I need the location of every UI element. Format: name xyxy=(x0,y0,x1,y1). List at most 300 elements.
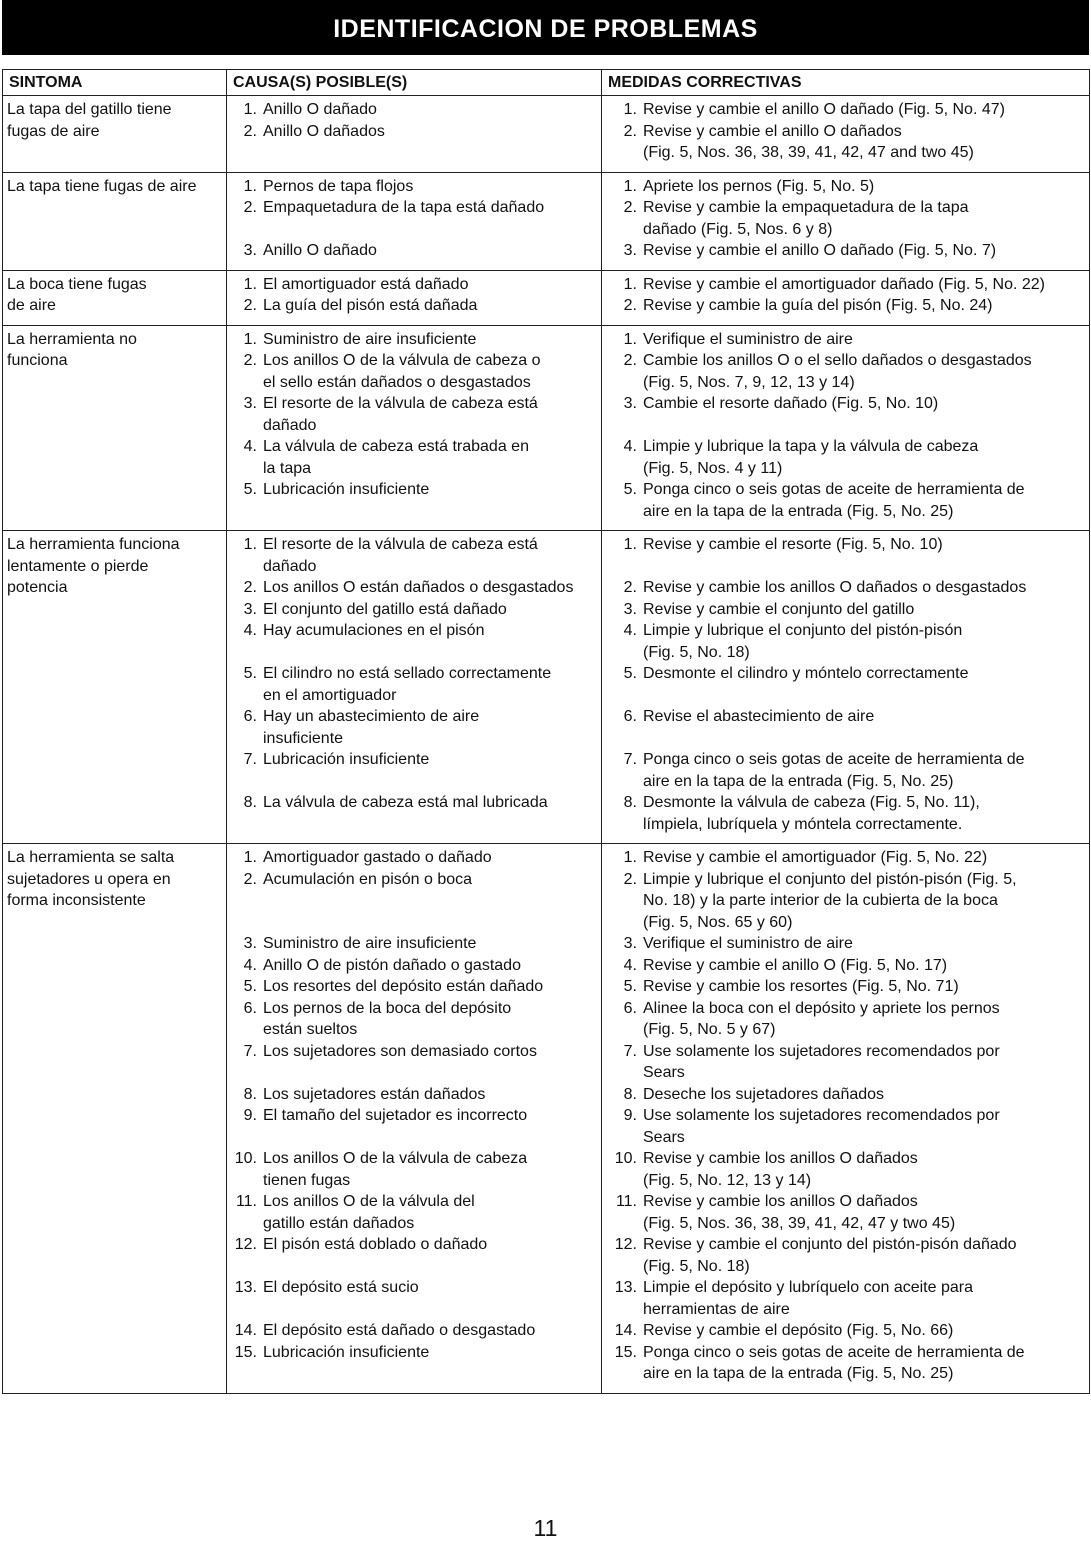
cause-line: El resorte de la válvula de cabeza está xyxy=(263,536,538,553)
cause-item xyxy=(227,1234,601,1277)
measure-item xyxy=(602,847,1089,869)
cause-cell xyxy=(227,531,602,844)
cause-line: Los anillos O están dañados o desgastados xyxy=(263,579,574,596)
cause-item xyxy=(227,295,601,317)
measure-item xyxy=(602,706,1089,749)
cause-line xyxy=(263,912,601,934)
measure-item xyxy=(602,197,1089,240)
table-row xyxy=(3,531,1090,844)
measure-line: Cambie los anillos O o el sello dañados o desgastados xyxy=(643,352,1032,369)
cause-item xyxy=(227,869,601,934)
measure-line: Revise y cambie los resortes (Fig. 5, No. 71) xyxy=(643,978,959,995)
measure-number: 2. xyxy=(623,122,637,140)
symptom-line: La herramienta no xyxy=(7,330,137,348)
measure-cell xyxy=(602,172,1090,270)
measure-number: 4. xyxy=(623,622,637,639)
table-header-row xyxy=(3,70,1090,96)
measure-line: Ponga cinco o seis gotas de aceite de herramienta de xyxy=(643,751,1025,768)
measure-line: herramientas de aire xyxy=(643,1300,790,1318)
measure-text xyxy=(643,577,1089,599)
measure-line: (Fig. 5, Nos. 7, 9, 12, 13 y 14) xyxy=(643,373,855,391)
symptom-line: La herramienta funciona xyxy=(7,536,180,553)
table-row xyxy=(3,172,1090,270)
measure-number: 3. xyxy=(623,935,637,952)
measure-line xyxy=(643,728,1089,750)
measure-item xyxy=(602,976,1089,998)
cause-line: El depósito está sucio xyxy=(263,1279,419,1296)
cause-number: 2. xyxy=(243,870,257,888)
measure-text xyxy=(643,329,1089,351)
measure-text xyxy=(643,1277,1089,1320)
cause-number: 3. xyxy=(243,600,257,618)
cause-text xyxy=(263,121,601,143)
measure-line: Revise y cambie el conjunto del gatillo xyxy=(643,600,915,618)
measure-item xyxy=(602,1234,1089,1277)
cause-line: Lubricación insuficiente xyxy=(263,1343,430,1361)
table-row xyxy=(3,844,1090,1394)
cause-text xyxy=(263,976,601,998)
cause-text xyxy=(263,847,601,869)
cause-number: 10. xyxy=(234,1150,257,1167)
cause-item xyxy=(227,274,601,296)
measure-number: 8. xyxy=(623,794,637,811)
measure-number: 8. xyxy=(623,1085,637,1103)
measure-number: 4. xyxy=(623,956,637,974)
cause-item xyxy=(227,1277,601,1320)
cause-line: insuficiente xyxy=(263,729,344,747)
cause-line: Amortiguador gastado o dañado xyxy=(263,849,492,866)
measure-number: 5. xyxy=(623,665,637,682)
cause-text xyxy=(263,577,601,599)
measure-line: Sears xyxy=(643,1128,685,1146)
measure-item xyxy=(602,577,1089,599)
cause-text xyxy=(263,436,601,479)
cause-item xyxy=(227,1084,601,1106)
cause-item xyxy=(227,1191,601,1234)
measure-item xyxy=(602,295,1089,317)
measure-line: dañado (Fig. 5, Nos. 6 y 8) xyxy=(643,220,833,238)
cause-number: 2. xyxy=(243,199,257,216)
cause-cell xyxy=(227,844,602,1394)
measure-number: 15. xyxy=(614,1343,637,1361)
cause-text xyxy=(263,998,601,1041)
cause-number: 13. xyxy=(234,1279,257,1296)
measure-number: 6. xyxy=(623,708,637,725)
measure-number: 3. xyxy=(623,395,637,412)
measure-line: Limpie y lubrique la tapa y la válvula de cabeza xyxy=(643,438,979,455)
measure-cell xyxy=(602,844,1090,1394)
cause-line: Pernos de tapa flojos xyxy=(263,177,414,195)
cause-line xyxy=(263,814,601,836)
cause-item xyxy=(227,749,601,792)
symptom-cell xyxy=(3,96,227,173)
measure-text xyxy=(643,479,1089,522)
measure-item xyxy=(602,534,1089,577)
symptom-line: de aire xyxy=(7,297,56,314)
measure-item xyxy=(602,1342,1089,1385)
cause-line xyxy=(263,501,601,523)
measure-number: 1. xyxy=(623,849,637,866)
measure-item xyxy=(602,620,1089,663)
measure-line: Revise y cambie el anillo O dañado (Fig. 5, No. 47) xyxy=(643,101,1005,118)
measure-text xyxy=(643,99,1089,121)
measure-line: No. 18) y la parte interior de la cubierta de la boca xyxy=(643,892,998,909)
measure-line: Revise y cambie el resorte (Fig. 5, No. 10) xyxy=(643,536,943,553)
page-number: 11 xyxy=(533,1515,558,1541)
measure-line: límpiela, lubríquela y móntela correctamente. xyxy=(643,815,963,833)
measure-text xyxy=(643,869,1089,934)
header-symptom: SINTOMA xyxy=(3,70,227,96)
symptom-line: funciona xyxy=(7,352,68,369)
cause-item xyxy=(227,329,601,351)
cause-item xyxy=(227,350,601,393)
measure-line: Revise y cambie los anillos O dañados xyxy=(643,1150,918,1167)
cause-number: 1. xyxy=(243,101,257,118)
measure-item xyxy=(602,1320,1089,1342)
cause-line: La válvula de cabeza está trabada en xyxy=(263,438,529,455)
measure-line: aire en la tapa de la entrada (Fig. 5, No. 25) xyxy=(643,1365,954,1382)
measure-text xyxy=(643,534,1089,577)
measure-line: Ponga cinco o seis gotas de aceite de herramienta de xyxy=(643,1343,1025,1361)
cause-line: Hay acumulaciones en el pisón xyxy=(263,622,485,639)
measure-text xyxy=(643,121,1089,164)
measure-number: 3. xyxy=(623,242,637,259)
measure-text xyxy=(643,706,1089,749)
cause-text xyxy=(263,274,601,296)
cause-item xyxy=(227,1320,601,1342)
cause-line: La válvula de cabeza está mal lubricada xyxy=(263,794,548,811)
cause-cell xyxy=(227,325,602,531)
cause-item xyxy=(227,998,601,1041)
measure-line: Limpie el depósito y lubríquelo con aceite para xyxy=(643,1279,973,1296)
cause-item xyxy=(227,933,601,955)
symptom-line: lentamente o pierde xyxy=(7,557,149,575)
troubleshooting-table xyxy=(2,69,1090,1394)
cause-number: 12. xyxy=(234,1236,257,1253)
measure-line: (Fig. 5, No. 18) xyxy=(643,643,750,661)
measure-line: Revise y cambie el conjunto del pistón-pisón dañado xyxy=(643,1236,1017,1253)
measure-number: 12. xyxy=(614,1236,637,1253)
measure-number: 13. xyxy=(614,1279,637,1296)
cause-text xyxy=(263,350,601,393)
cause-line: Los sujetadores son demasiado cortos xyxy=(263,1042,537,1060)
cause-line: Anillo O dañados xyxy=(263,122,385,140)
cause-number: 5. xyxy=(243,665,257,682)
cause-line: El amortiguador está dañado xyxy=(263,275,469,293)
cause-line xyxy=(263,1299,601,1321)
cause-line: Los anillos O de la válvula del xyxy=(263,1193,475,1210)
cause-number: 1. xyxy=(243,849,257,866)
cause-item xyxy=(227,534,601,577)
symptom-line: sujetadores u opera en xyxy=(7,870,171,888)
cause-item xyxy=(227,577,601,599)
measure-line: Alinee la boca con el depósito y apriete los pernos xyxy=(643,999,1000,1017)
measure-line: Verifique el suministro de aire xyxy=(643,935,853,952)
cause-text xyxy=(263,955,601,977)
cause-text xyxy=(263,749,601,792)
measure-line: (Fig. 5, No. 5 y 67) xyxy=(643,1021,776,1038)
measure-line: (Fig. 5, No. 12, 13 y 14) xyxy=(643,1171,812,1189)
measure-cell xyxy=(602,325,1090,531)
measure-number: 6. xyxy=(623,999,637,1017)
cause-number: 11. xyxy=(235,1193,257,1210)
cause-number: 3. xyxy=(243,242,257,259)
cause-number: 2. xyxy=(243,122,257,140)
measure-line xyxy=(643,415,1089,437)
measure-number: 2. xyxy=(623,297,637,314)
measure-line: (Fig. 5, Nos. 36, 38, 39, 41, 42, 47 y two 45) xyxy=(643,1214,956,1232)
cause-text xyxy=(263,663,601,706)
measure-item xyxy=(602,1148,1089,1191)
measure-number: 4. xyxy=(623,438,637,455)
measure-text xyxy=(643,955,1089,977)
measure-item xyxy=(602,663,1089,706)
measure-number: 2. xyxy=(623,870,637,888)
cause-line xyxy=(263,1256,601,1278)
cause-line xyxy=(263,771,601,793)
measure-line: (Fig. 5, No. 18) xyxy=(643,1257,750,1275)
cause-line: dañado xyxy=(263,416,317,434)
measure-line: Revise y cambie el anillo O dañado (Fig. 5, No. 7) xyxy=(643,242,997,259)
header-measure: MEDIDAS CORRECTIVAS xyxy=(602,70,1090,96)
measure-cell xyxy=(602,96,1090,173)
measure-line: Verifique el suministro de aire xyxy=(643,330,853,348)
measure-line: Desmonte el cilindro y móntelo correctamente xyxy=(643,665,969,682)
measure-line: (Fig. 5, Nos. 65 y 60) xyxy=(643,913,793,931)
cause-text xyxy=(263,1148,601,1191)
cause-item xyxy=(227,706,601,749)
cause-item xyxy=(227,240,601,262)
measure-line: aire en la tapa de la entrada (Fig. 5, No. 25) xyxy=(643,502,954,520)
cause-line: dañado xyxy=(263,557,317,575)
symptom-line: fugas de aire xyxy=(7,122,100,140)
symptom-line: La boca tiene fugas xyxy=(7,275,147,293)
cause-item xyxy=(227,663,601,706)
measure-text xyxy=(643,847,1089,869)
cause-text xyxy=(263,933,601,955)
cause-text xyxy=(263,176,601,198)
cause-text xyxy=(263,620,601,663)
symptom-cell xyxy=(3,270,227,325)
measure-item xyxy=(602,1084,1089,1106)
cause-number: 6. xyxy=(243,999,257,1017)
cause-cell xyxy=(227,270,602,325)
measure-number: 2. xyxy=(623,199,637,216)
cause-line: Anillo O de pistón dañado o gastado xyxy=(263,956,521,974)
measure-text xyxy=(643,393,1089,436)
measure-line: Cambie el resorte dañado (Fig. 5, No. 10) xyxy=(643,395,939,412)
cause-item xyxy=(227,197,601,240)
measure-text xyxy=(643,436,1089,479)
cause-item xyxy=(227,479,601,522)
symptom-cell xyxy=(3,844,227,1394)
measure-text xyxy=(643,1191,1089,1234)
page-title: IDENTIFICACION DE PROBLEMAS xyxy=(2,0,1089,55)
cause-line: Los anillos O de la válvula de cabeza xyxy=(263,1150,528,1167)
symptom-line: forma inconsistente xyxy=(7,892,146,909)
symptom-cell xyxy=(3,172,227,270)
cause-number: 9. xyxy=(243,1107,257,1124)
measure-number: 1. xyxy=(623,330,637,348)
cause-line: Los pernos de la boca del depósito xyxy=(263,999,512,1017)
measure-number: 1. xyxy=(623,275,637,293)
cause-text xyxy=(263,1320,601,1342)
measure-text xyxy=(643,240,1089,262)
measure-item xyxy=(602,436,1089,479)
measure-number: 2. xyxy=(623,352,637,369)
measure-line xyxy=(643,556,1089,578)
measure-text xyxy=(643,933,1089,955)
cause-text xyxy=(263,197,601,240)
measure-item xyxy=(602,329,1089,351)
cause-number: 15. xyxy=(234,1343,257,1361)
measure-number: 7. xyxy=(623,751,637,768)
cause-number: 7. xyxy=(243,751,257,768)
measure-line: Revise el abastecimiento de aire xyxy=(643,708,875,725)
symptom-cell xyxy=(3,325,227,531)
measure-line: Apriete los pernos (Fig. 5, No. 5) xyxy=(643,177,875,195)
measure-number: 1. xyxy=(623,177,637,195)
cause-number: 2. xyxy=(243,579,257,596)
cause-line: Los resortes del depósito están dañado xyxy=(263,978,544,995)
cause-item xyxy=(227,393,601,436)
cause-line: Anillo O dañado xyxy=(263,101,377,118)
measure-text xyxy=(643,749,1089,792)
cause-number: 1. xyxy=(243,177,257,195)
measure-text xyxy=(643,599,1089,621)
measure-line: Use solamente los sujetadores recomendados por xyxy=(643,1107,1000,1124)
cause-item xyxy=(227,620,601,663)
measure-line: (Fig. 5, Nos. 36, 38, 39, 41, 42, 47 and two 45) xyxy=(643,144,974,161)
cause-number: 8. xyxy=(243,794,257,811)
cause-text xyxy=(263,329,601,351)
cause-item xyxy=(227,436,601,479)
measure-text xyxy=(643,1342,1089,1385)
cause-text xyxy=(263,534,601,577)
cause-text xyxy=(263,240,601,262)
measure-number: 9. xyxy=(623,1107,637,1124)
measure-line: Revise y cambie el depósito (Fig. 5, No. 66) xyxy=(643,1322,954,1339)
cause-text xyxy=(263,1342,601,1385)
measure-item xyxy=(602,393,1089,436)
measure-number: 1. xyxy=(623,536,637,553)
measure-cell xyxy=(602,531,1090,844)
measure-number: 14. xyxy=(614,1322,637,1339)
cause-number: 4. xyxy=(243,622,257,639)
cause-number: 1. xyxy=(243,275,257,293)
cause-number: 1. xyxy=(243,536,257,553)
cause-cell xyxy=(227,172,602,270)
measure-line: aire en la tapa de la entrada (Fig. 5, No. 25) xyxy=(643,772,954,790)
cause-text xyxy=(263,1105,601,1148)
measure-item xyxy=(602,1041,1089,1084)
measure-item xyxy=(602,869,1089,934)
header-cause: CAUSA(S) POSIBLE(S) xyxy=(227,70,602,96)
measure-item xyxy=(602,240,1089,262)
measure-text xyxy=(643,1320,1089,1342)
measure-text xyxy=(643,620,1089,663)
cause-line: Lubricación insuficiente xyxy=(263,481,430,498)
measure-item xyxy=(602,599,1089,621)
cause-text xyxy=(263,479,601,522)
measure-item xyxy=(602,749,1089,792)
cause-number: 8. xyxy=(243,1085,257,1103)
cause-line: la tapa xyxy=(263,459,312,477)
symptom-cell xyxy=(3,531,227,844)
cause-line: Lubricación insuficiente xyxy=(263,751,430,768)
measure-item xyxy=(602,99,1089,121)
symptom-line: potencia xyxy=(7,579,68,596)
measure-item xyxy=(602,176,1089,198)
measure-item xyxy=(602,121,1089,164)
cause-text xyxy=(263,1084,601,1106)
symptom-line: La herramienta se salta xyxy=(7,849,175,866)
cause-cell xyxy=(227,96,602,173)
measure-number: 10. xyxy=(614,1150,637,1167)
table-row xyxy=(3,96,1090,173)
cause-item xyxy=(227,1342,601,1385)
measure-line: Use solamente los sujetadores recomendados por xyxy=(643,1042,1000,1060)
measure-number: 1. xyxy=(623,101,637,118)
measure-item xyxy=(602,1191,1089,1234)
measure-line: Deseche los sujetadores dañados xyxy=(643,1085,885,1103)
cause-item xyxy=(227,1105,601,1148)
cause-line: gatillo están dañados xyxy=(263,1214,415,1232)
cause-text xyxy=(263,393,601,436)
cause-item xyxy=(227,99,601,121)
measure-text xyxy=(643,998,1089,1041)
measure-line: Ponga cinco o seis gotas de aceite de herramienta de xyxy=(643,481,1025,498)
cause-item xyxy=(227,176,601,198)
cause-line: Los anillos O de la válvula de cabeza o xyxy=(263,352,541,369)
measure-text xyxy=(643,976,1089,998)
cause-line: El tamaño del sujetador es incorrecto xyxy=(263,1107,528,1124)
measure-text xyxy=(643,197,1089,240)
cause-text xyxy=(263,792,601,835)
measure-line: Revise y cambie los anillos O dañados xyxy=(643,1193,918,1210)
cause-number: 14. xyxy=(234,1322,257,1339)
cause-item xyxy=(227,976,601,998)
measure-line: Revise y cambie los anillos O dañados o desgastados xyxy=(643,579,1027,596)
cause-line xyxy=(263,642,601,664)
cause-text xyxy=(263,599,601,621)
cause-number: 7. xyxy=(243,1042,257,1060)
measure-text xyxy=(643,1041,1089,1084)
measure-item xyxy=(602,792,1089,835)
cause-item xyxy=(227,1041,601,1084)
measure-text xyxy=(643,1084,1089,1106)
cause-item xyxy=(227,847,601,869)
cause-item xyxy=(227,1148,601,1191)
cause-line: Empaquetadura de la tapa está dañado xyxy=(263,199,545,216)
cause-text xyxy=(263,1191,601,1234)
cause-line: El resorte de la válvula de cabeza está xyxy=(263,395,538,412)
measure-number: 5. xyxy=(623,978,637,995)
cause-line: Anillo O dañado xyxy=(263,242,377,259)
cause-line: Los sujetadores están dañados xyxy=(263,1085,486,1103)
measure-line: Revise y cambie el amortiguador dañado (Fig. 5, No. 22) xyxy=(643,275,1045,293)
measure-cell xyxy=(602,270,1090,325)
cause-line xyxy=(263,1363,601,1385)
cause-line xyxy=(263,1127,601,1149)
cause-line: están sueltos xyxy=(263,1021,358,1038)
measure-item xyxy=(602,274,1089,296)
measure-text xyxy=(643,274,1089,296)
measure-item xyxy=(602,479,1089,522)
measure-text xyxy=(643,350,1089,393)
measure-line: Revise y cambie la empaquetadura de la tapa xyxy=(643,199,969,216)
measure-line: Limpie y lubrique el conjunto del pistón-pisón (Fig. 5, xyxy=(643,870,1017,888)
